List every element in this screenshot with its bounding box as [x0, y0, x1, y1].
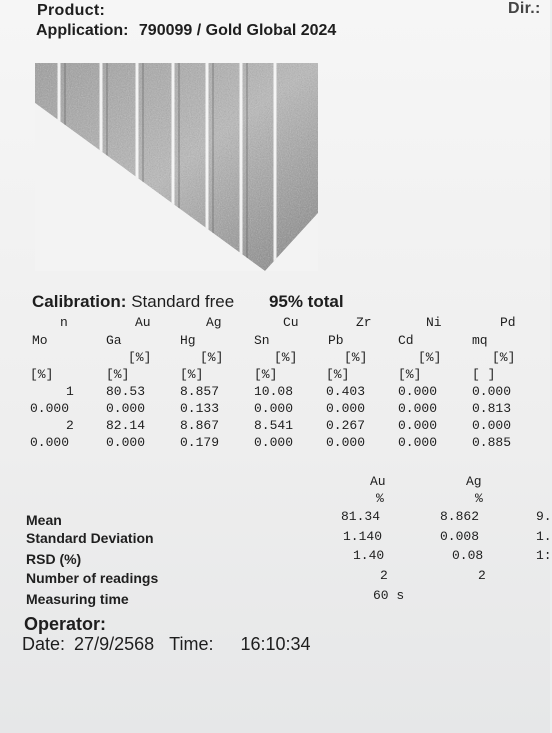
element-header-n: n: [60, 315, 68, 330]
element-header-ni: Ni: [426, 315, 442, 330]
sample-image-graphic: [35, 63, 318, 271]
unit-cell: [%]: [344, 350, 368, 365]
unit-cell: [%]: [418, 350, 442, 365]
stats-unit-au: %: [376, 491, 384, 506]
data-cell: 0.000: [326, 401, 366, 416]
stats-header-ag: Ag: [466, 474, 482, 489]
data-cell: 0.000: [106, 435, 146, 450]
calibration-mode: Standard free: [131, 292, 235, 311]
data-cell: 0.000: [30, 435, 70, 450]
measuring-time-value: 60 s: [373, 588, 405, 603]
date-label: Date:: [22, 634, 66, 654]
data-cell: 10.08: [254, 384, 294, 399]
application-line: [36, 22, 336, 40]
data-cell: 0.000: [472, 418, 512, 433]
data-cell: 0.133: [180, 401, 220, 416]
data-cell: 0.885: [472, 435, 512, 450]
application-value: 790099 / Gold Global 2024: [138, 22, 337, 39]
calibration-line: [32, 292, 344, 312]
data-cell: 8.867: [180, 418, 220, 433]
element-header-ga: Ga: [106, 333, 122, 348]
element-header-mq: mq: [472, 333, 488, 348]
unit-cell: [%]: [254, 367, 278, 382]
product-label: Product:: [37, 2, 106, 19]
element-header-hg: Hg: [180, 333, 196, 348]
data-cell: 0.000: [30, 401, 70, 416]
data-cell: 0.000: [254, 435, 294, 450]
unit-cell: [%]: [398, 367, 422, 382]
application-label: Application:: [36, 22, 129, 39]
element-header-cu: Cu: [283, 315, 299, 330]
data-cell: 0.000: [472, 384, 512, 399]
data-cell: 0.000: [398, 401, 438, 416]
stats-unit-ag: %: [475, 491, 483, 506]
dir-label: Dir.:: [508, 0, 541, 17]
data-cell: 0.267: [326, 418, 366, 433]
data-cell: 0.000: [398, 435, 438, 450]
readings-count-label: Number of readings: [26, 570, 159, 586]
rsd-label: RSD (%): [26, 551, 82, 567]
mean-label: Mean: [26, 512, 62, 528]
data-cell: 8.857: [180, 384, 220, 399]
count-au: 2: [380, 568, 388, 583]
reading-number: 1: [66, 384, 74, 399]
data-cell: 80.53: [106, 384, 146, 399]
element-header-cd: Cd: [398, 333, 414, 348]
unit-cell: [%]: [274, 350, 298, 365]
calibration-total: 95% total: [268, 292, 344, 311]
unit-cell: [%]: [200, 350, 224, 365]
element-header-pd: Pd: [500, 315, 516, 330]
date-value: 27/9/2568: [74, 634, 155, 654]
mean-ag: 8.862: [440, 509, 480, 524]
stats-header-au: Au: [370, 474, 386, 489]
measuring-time-label: Measuring time: [26, 591, 129, 607]
date-time-line: [22, 634, 311, 655]
element-header-zr: Zr: [356, 315, 372, 330]
time-label: Time:: [169, 634, 214, 654]
element-header-pb: Pb: [328, 333, 344, 348]
sd-au: 1.140: [343, 529, 383, 544]
element-header-mo: Mo: [32, 333, 48, 348]
sd-ag: 0.008: [440, 529, 480, 544]
data-cell: 8.541: [254, 418, 294, 433]
data-cell: 0.000: [106, 401, 146, 416]
rsd-au: 1.40: [353, 548, 385, 563]
mean-cut: 9.: [536, 509, 552, 524]
data-cell: 0.000: [398, 418, 438, 433]
mean-au: 81.34: [341, 509, 381, 524]
element-header-ag: Ag: [206, 315, 222, 330]
data-cell: 0.813: [472, 401, 512, 416]
count-ag: 2: [478, 568, 486, 583]
unit-cell: [%]: [326, 367, 350, 382]
sd-cut: 1.: [536, 529, 552, 544]
data-cell: 82.14: [106, 418, 146, 433]
sample-image: [35, 63, 318, 271]
operator-label: Operator:: [24, 614, 107, 634]
unit-cell: [%]: [30, 367, 54, 382]
unit-cell: [ ]: [472, 367, 496, 382]
rsd-ag: 0.08: [452, 548, 484, 563]
data-cell: 0.403: [326, 384, 366, 399]
sd-label: Standard Deviation: [26, 530, 154, 546]
element-header-sn: Sn: [254, 333, 270, 348]
unit-cell: [%]: [492, 350, 516, 365]
element-header-au: Au: [135, 315, 151, 330]
reading-number: 2: [66, 418, 74, 433]
data-cell: 0.000: [254, 401, 294, 416]
unit-cell: [%]: [180, 367, 204, 382]
data-cell: 0.000: [326, 435, 366, 450]
time-value: 16:10:34: [240, 634, 311, 654]
data-cell: 0.179: [180, 435, 220, 450]
unit-cell: [%]: [106, 367, 130, 382]
calibration-label: Calibration:: [32, 292, 127, 311]
unit-cell: [%]: [128, 350, 152, 365]
data-cell: 0.000: [398, 384, 438, 399]
rsd-cut: 1:: [536, 548, 552, 563]
